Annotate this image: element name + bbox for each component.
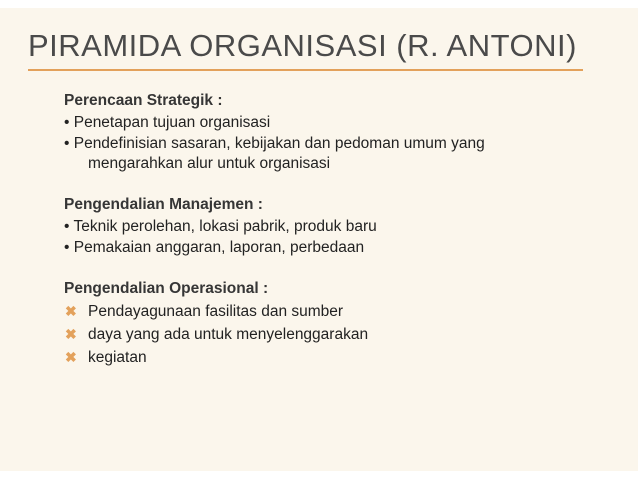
section-perencanaan-strategik: [64, 90, 624, 174]
x-mark-icon: ✖: [65, 303, 77, 319]
list-item: • Pendefinisian sasaran, kebijakan dan pedoman umum yang: [64, 135, 485, 152]
x-mark-icon: ✖: [65, 349, 77, 365]
section-pengendalian-operasional: [64, 278, 624, 369]
section-pengendalian-manajemen: [64, 194, 624, 258]
slide-content: [64, 90, 624, 389]
list-item-label: kegiatan: [88, 349, 147, 366]
title-underline: [28, 69, 583, 71]
list-item: • Penetapan tujuan organisasi: [64, 114, 271, 131]
slide-bottom-band: [0, 471, 638, 479]
list-item-continuation: mengarahkan alur untuk organisasi: [88, 155, 331, 172]
list-item: • Teknik perolehan, lokasi pabrik, produk baru: [64, 218, 377, 235]
section-heading: Pengendalian Operasional :: [64, 280, 269, 297]
list-item: [64, 300, 624, 323]
slide-top-band: [0, 0, 638, 8]
slide-title: PIRAMIDA ORGANISASI (R. ANTONI): [28, 28, 577, 63]
section-heading: Pengendalian Manajemen :: [64, 196, 263, 213]
list-item: [64, 346, 624, 369]
list-item: [64, 323, 624, 346]
list-item-label: Pendayagunaan fasilitas dan sumber: [88, 303, 344, 320]
list-item: • Pemakaian anggaran, laporan, perbedaan: [64, 239, 365, 256]
list-item-label: daya yang ada untuk menyelenggarakan: [88, 326, 369, 343]
x-mark-icon: ✖: [65, 326, 77, 342]
section-heading: Perencaan Strategik :: [64, 92, 223, 109]
